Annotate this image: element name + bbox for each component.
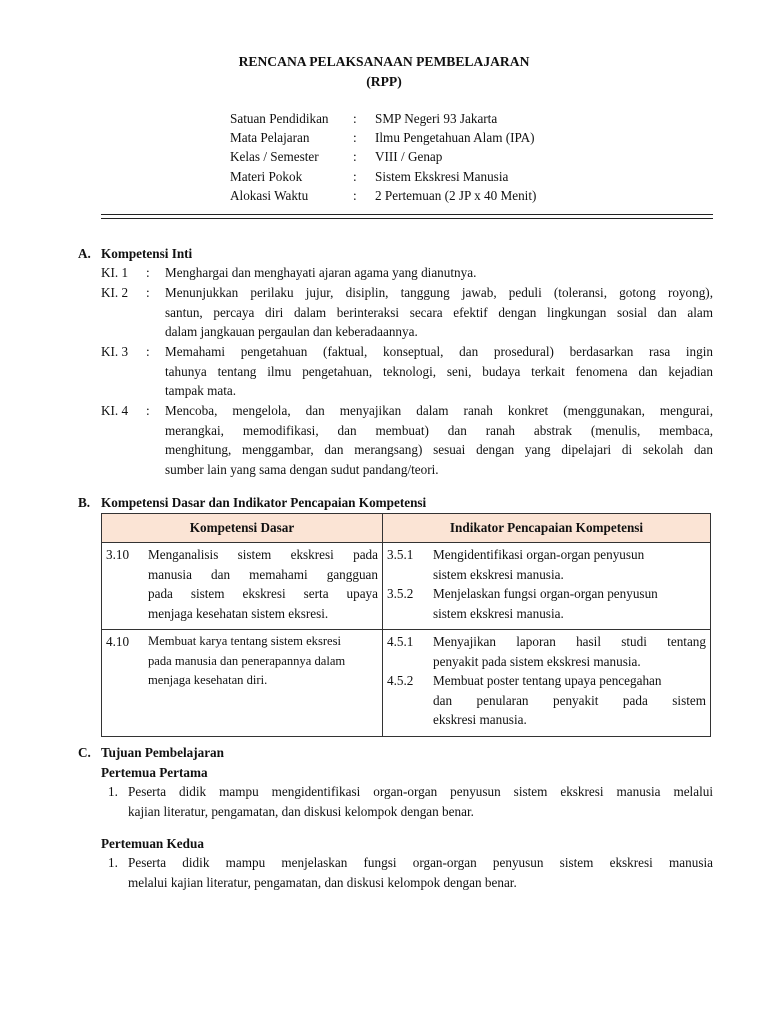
table-row xyxy=(102,630,711,737)
ki-line: Menunjukkan perilaku jujur, disiplin, tanggung jawab, peduli (toleransi, gotong royong), xyxy=(165,285,713,300)
kd-cell xyxy=(102,630,383,737)
indicator-cell xyxy=(383,630,711,737)
kd-line: Membuat karya tentang sistem eksresi xyxy=(148,634,342,648)
competency-table xyxy=(101,513,711,737)
identity-label: Mata Pelajaran xyxy=(230,130,310,145)
section-b-letter: B. xyxy=(78,495,91,510)
objective-line: kajian literatur, pengamatan, dan diskusi kelompok dengan benar. xyxy=(128,803,474,819)
kd-line: pada sistem ekskresi serta upaya xyxy=(148,586,378,601)
indicator-number: 4.5.2 xyxy=(387,673,414,688)
header-rule xyxy=(101,214,713,215)
table-header-kd: Kompetensi Dasar xyxy=(102,514,383,543)
kd-line: Menganalisis sistem ekskresi pada xyxy=(148,547,378,562)
ki-colon: : xyxy=(146,265,150,280)
identity-value: SMP Negeri 93 Jakarta xyxy=(375,111,498,126)
identity-colon: : xyxy=(353,111,357,126)
identity-value: Ilmu Pengetahuan Alam (IPA) xyxy=(375,130,535,145)
identity-colon: : xyxy=(353,188,357,203)
indicator-number: 4.5.1 xyxy=(387,634,414,649)
indicator-line: sistem ekskresi manusia. xyxy=(433,605,564,621)
objective-line: Peserta didik mampu mengidentifikasi organ-organ penyusun sistem ekskresi manusia melalui xyxy=(128,784,713,799)
ki-text xyxy=(165,263,713,283)
table-header-ipk: Indikator Pencapaian Kompetensi xyxy=(383,514,711,543)
ki-line: merangkai, memodifikasi, dan membuat) dan ranah abstrak (menulis, membaca, xyxy=(165,422,713,438)
ki-colon: : xyxy=(146,285,150,300)
objective-text xyxy=(128,853,713,892)
ki-label: KI. 1 xyxy=(101,265,129,280)
indicator-line: Menjelaskan fungsi organ-organ penyusun xyxy=(433,586,658,601)
section-b-title: Kompetensi Dasar dan Indikator Pencapaian Kompetensi xyxy=(101,495,427,510)
identity-value: 2 Pertemuan (2 JP x 40 Menit) xyxy=(375,188,537,203)
indicator-line: ekskresi manusia. xyxy=(433,712,527,727)
section-c-title: Tujuan Pembelajaran xyxy=(101,745,224,760)
page-title: RENCANA PELAKSANAAN PEMBELAJARAN xyxy=(238,54,530,69)
ki-line: Mencoba, mengelola, dan menyajikan dalam ranah konkret (menggunakan, mengurai, xyxy=(165,403,713,418)
objective-text xyxy=(128,782,713,821)
table-row xyxy=(102,543,711,630)
ki-colon: : xyxy=(146,344,150,359)
indicator-line: dan penularan penyakit pada sistem xyxy=(433,692,706,708)
ki-label: KI. 4 xyxy=(101,403,129,418)
indicator-number: 3.5.1 xyxy=(387,547,414,562)
identity-label: Kelas / Semester xyxy=(230,149,319,164)
ki-line: tahunya tentang ilmu pengetahuan, teknologi, seni, budaya terkait fenomena dan kejadian xyxy=(165,363,713,379)
ki-line: santun, percaya diri dalam berinteraksi secara efektif dengan lingkungan sosial dan alam xyxy=(165,304,713,320)
ki-colon: : xyxy=(146,403,150,418)
identity-value: VIII / Genap xyxy=(375,149,443,164)
indicator-number: 3.5.2 xyxy=(387,586,414,601)
identity-value: Sistem Ekskresi Manusia xyxy=(375,169,509,184)
ki-line: Menghargai dan menghayati ajaran agama yang dianutnya. xyxy=(165,265,477,280)
table-header-row xyxy=(102,514,711,543)
section-a-letter: A. xyxy=(78,246,91,261)
kd-number: 3.10 xyxy=(106,547,130,562)
kd-cell xyxy=(102,543,383,630)
kd-line: menjaga kesehatan diri. xyxy=(148,673,268,687)
kd-line: pada manusia dan penerapannya dalam xyxy=(148,653,346,668)
ki-line: tampak mata. xyxy=(165,383,237,398)
ki-text xyxy=(165,342,713,401)
section-c-letter: C. xyxy=(78,745,91,760)
ki-line: menghitung, menggambar, dan merangsang) sesuai dengan yang dipelajari di sekolah dan xyxy=(165,442,713,457)
ki-label: KI. 2 xyxy=(101,285,129,300)
ki-text xyxy=(165,401,713,479)
indicator-cell xyxy=(383,543,711,630)
page-subtitle: (RPP) xyxy=(366,74,402,89)
indicator-line: penyakit pada sistem ekskresi manusia. xyxy=(433,653,641,669)
objective-line: melalui kajian literatur, pengamatan, dan diskusi kelompok dengan benar. xyxy=(128,874,517,890)
identity-label: Alokasi Waktu xyxy=(230,188,309,203)
ki-line: dalam jangkauan pergaulan dan keberadaannya. xyxy=(165,324,418,339)
ki-text xyxy=(165,283,713,342)
indicator-line: Mengidentifikasi organ-organ penyusun xyxy=(433,547,645,562)
identity-label: Satuan Pendidikan xyxy=(230,111,329,126)
objective-number: 1. xyxy=(108,784,118,799)
objective-line: Peserta didik mampu menjelaskan fungsi organ-organ penyusun sistem ekskresi manusia xyxy=(128,855,713,870)
identity-colon: : xyxy=(353,169,357,184)
indicator-line: Membuat poster tentang upaya pencegahan xyxy=(433,673,662,688)
header-rule xyxy=(101,218,713,219)
identity-label: Materi Pokok xyxy=(230,169,303,184)
kd-line: manusia dan memahami gangguan xyxy=(148,566,378,582)
indicator-line: Menyajikan laporan hasil studi tentang xyxy=(433,634,706,649)
kd-line: menjaga kesehatan sistem eksresi. xyxy=(148,605,329,621)
identity-colon: : xyxy=(353,149,357,164)
indicator-line: sistem ekskresi manusia. xyxy=(433,566,564,582)
objective-number: 1. xyxy=(108,855,118,870)
ki-line: Memahami pengetahuan (faktual, konseptual, dan prosedural) berdasarkan rasa ingin xyxy=(165,344,713,359)
ki-line: sumber lain yang sama dengan sudut pandang/teori. xyxy=(165,461,439,477)
kd-number: 4.10 xyxy=(106,634,130,649)
meeting-title: Pertemua Pertama xyxy=(101,765,208,780)
section-a-title: Kompetensi Inti xyxy=(101,246,193,261)
identity-colon: : xyxy=(353,130,357,145)
ki-label: KI. 3 xyxy=(101,344,129,359)
meeting-title: Pertemuan Kedua xyxy=(101,836,204,851)
